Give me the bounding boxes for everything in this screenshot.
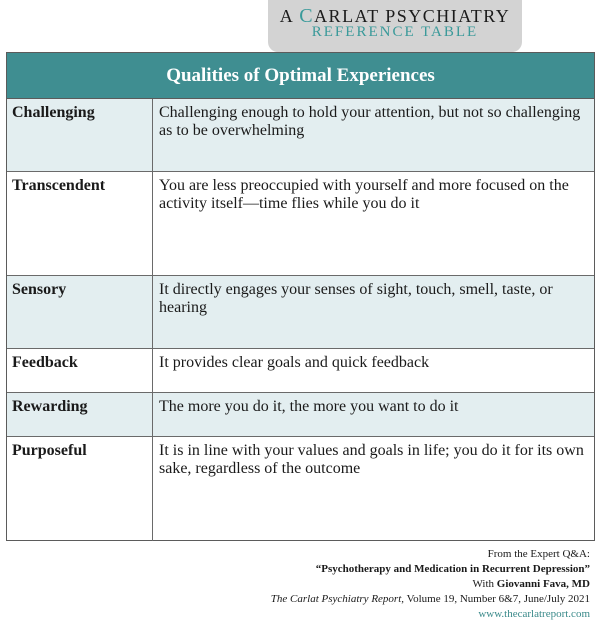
source-line-journal <box>271 592 590 607</box>
row-description: You are less preoccupied with yourself and more focused on the activity itself—time flies while you do it <box>159 177 569 212</box>
row-term: Transcendent <box>7 172 153 275</box>
banner-prefix: A <box>279 6 300 26</box>
row-term: Purposeful <box>7 437 153 541</box>
table-row <box>7 393 594 437</box>
source-citation <box>271 547 590 622</box>
table-row <box>7 172 594 276</box>
table-row <box>7 99 594 172</box>
row-description: It directly engages your senses of sight, touch, smell, taste, or hearing <box>159 281 553 316</box>
row-term: Feedback <box>7 349 153 392</box>
author-prefix: With <box>472 578 497 590</box>
banner-title-rest: ARLAT PSYCHIATRY <box>314 6 511 26</box>
row-description: It provides clear goals and quick feedback <box>159 354 430 371</box>
row-description: Challenging enough to hold your attention, but not so challenging as to be overwhelming <box>159 104 581 139</box>
source-line-author <box>271 577 590 592</box>
table-row <box>7 437 594 541</box>
table-row <box>7 349 594 393</box>
row-description: It is in line with your values and goals in life; you do it for its own sake, regardless of the outcome <box>159 442 584 477</box>
reference-table-banner <box>268 0 522 52</box>
source-article-title: “Psychotherapy and Medication in Recurrent Depression” <box>315 563 590 575</box>
row-description: The more you do it, the more you want to do it <box>159 398 459 415</box>
table-title: Qualities of Optimal Experiences <box>7 53 594 99</box>
row-term: Challenging <box>7 99 153 171</box>
row-term: Rewarding <box>7 393 153 436</box>
source-line-1: From the Expert Q&A: <box>487 548 590 560</box>
source-url[interactable]: www.thecarlatreport.com <box>478 608 590 620</box>
banner-c-letter: C <box>299 5 315 27</box>
author-name: Giovanni Fava, MD <box>496 578 590 590</box>
journal-issue: , Volume 19, Number 6&7, June/July 2021 <box>401 593 590 605</box>
banner-subtitle: REFERENCE TABLE <box>311 24 479 40</box>
journal-name: The Carlat Psychiatry Report <box>270 593 402 605</box>
table-row <box>7 276 594 349</box>
row-term: Sensory <box>7 276 153 348</box>
qualities-table <box>6 52 595 541</box>
